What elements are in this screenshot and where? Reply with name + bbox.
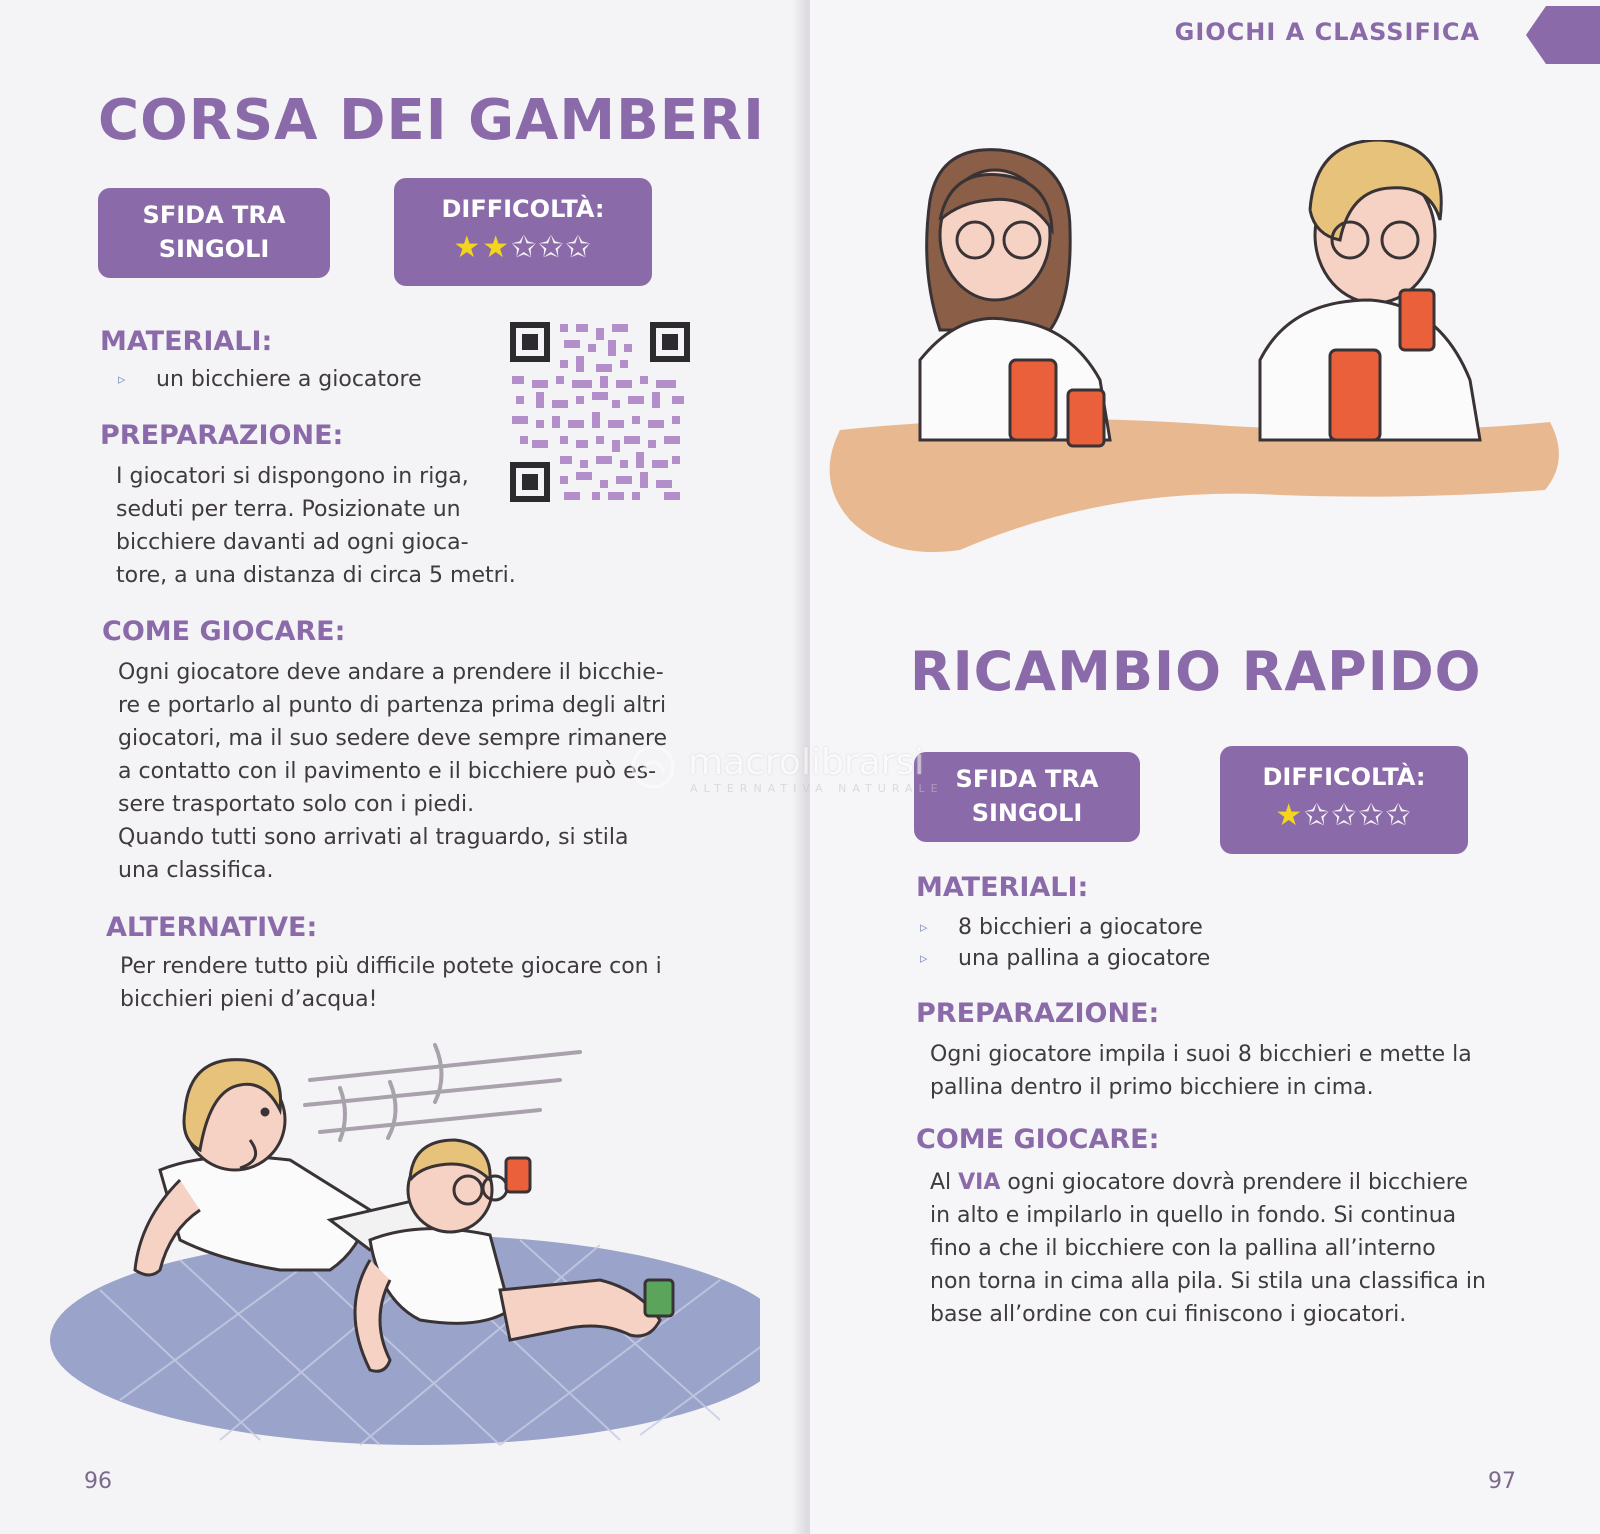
chip-line-2: SINGOLI — [971, 799, 1083, 827]
alternatives-line: Per rendere tutto più difficile potete giocare con i — [120, 954, 662, 979]
star-empty-icon: ✩ — [1331, 798, 1359, 833]
materials-heading: MATERIALI: — [916, 872, 1089, 903]
lifted-cup — [1400, 290, 1434, 350]
list-item-text: un bicchiere a giocatore — [156, 367, 422, 392]
preparation-line: I giocatori si dispongono in riga, — [116, 464, 469, 489]
difficulty-stars — [1220, 798, 1468, 833]
alternatives-text — [120, 950, 720, 1016]
page-number: 96 — [84, 1469, 112, 1494]
list-item — [910, 943, 1330, 974]
cup-in-hand — [506, 1158, 530, 1192]
qr-finder-top-right — [650, 322, 690, 362]
how-to-play-line: Quando tutti sono arrivati al traguardo, si stila — [118, 825, 629, 850]
page-number: 97 — [1488, 1469, 1516, 1494]
watermark — [620, 742, 1000, 802]
bullet-triangle-icon: ▹ — [920, 918, 928, 936]
star-empty-icon: ✩ — [538, 230, 566, 265]
star-filled-icon: ★ — [453, 230, 483, 265]
watermark-tagline: ALTERNATIVA NATURALE — [690, 782, 944, 795]
difficulty-chip — [1220, 746, 1468, 854]
how-to-play-heading: COME GIOCARE: — [916, 1124, 1160, 1155]
alternatives-heading: ALTERNATIVE: — [106, 912, 318, 943]
chip-line-1: SFIDA TRA — [142, 201, 286, 229]
preparation-line: bicchiere davanti ad ogni gioca- — [116, 530, 469, 555]
single-cup — [1068, 390, 1104, 446]
star-empty-icon: ✩ — [511, 230, 539, 265]
how-to-play-heading: COME GIOCARE: — [102, 616, 346, 647]
cup-stack — [1330, 350, 1380, 440]
how-to-play-line: re e portarlo al punto di partenza prima degli altri — [118, 693, 667, 718]
materials-list — [910, 912, 1330, 974]
star-empty-icon: ✩ — [1304, 798, 1332, 833]
challenge-chip — [98, 188, 330, 278]
bullet-triangle-icon: ▹ — [118, 370, 126, 388]
difficulty-label: DIFFICOLTÀ: — [1262, 763, 1426, 791]
how-to-play-line: una classifica. — [118, 858, 274, 883]
watermark-logo-icon — [630, 744, 676, 790]
crab-race-illustration — [40, 1040, 760, 1470]
cup-on-feet — [645, 1280, 673, 1316]
qr-finder-top-left — [510, 322, 550, 362]
difficulty-label: DIFFICOLTÀ: — [441, 195, 605, 223]
how-to-play-line: in alto e impilarlo in quello in fondo. Si continua — [930, 1203, 1457, 1228]
difficulty-stars — [394, 230, 652, 265]
how-to-play-line: sere trasportato solo con i piedi. — [118, 792, 475, 817]
line-rest: ogni giocatore dovrà prendere il bicchiere — [1000, 1170, 1468, 1195]
materials-list — [108, 364, 468, 395]
section-tab-marker — [1526, 6, 1600, 64]
list-item — [910, 912, 1330, 943]
materials-heading: MATERIALI: — [100, 326, 273, 357]
preparation-heading: PREPARAZIONE: — [100, 420, 344, 451]
bullet-triangle-icon: ▹ — [920, 949, 928, 967]
preparation-text — [930, 1038, 1550, 1104]
list-item-text: una pallina a giocatore — [958, 946, 1211, 971]
how-to-play-line: non torna in cima alla pila. Si stila una classifica in — [930, 1269, 1486, 1294]
star-filled-icon: ★ — [1275, 798, 1305, 833]
alternatives-line: bicchieri pieni d’acqua! — [120, 987, 378, 1012]
star-empty-icon: ✩ — [1385, 798, 1413, 833]
girl-player — [920, 150, 1110, 446]
how-to-play-line: base all’ordine con cui finiscono i giocatori. — [930, 1302, 1407, 1327]
preparation-text — [116, 460, 536, 592]
preparation-line: tore, a una distanza di circa 5 metri. — [116, 563, 516, 588]
list-item — [108, 364, 468, 395]
speed-lines — [305, 1045, 580, 1140]
page-title: CORSA DEI GAMBERI — [98, 88, 765, 153]
difficulty-chip — [394, 178, 652, 286]
star-empty-icon: ✩ — [1358, 798, 1386, 833]
cup-stacking-illustration — [810, 140, 1600, 580]
how-to-play-text — [930, 1166, 1570, 1331]
watermark-brand: macrolibrarsi — [688, 742, 925, 783]
running-head: GIOCHI A CLASSIFICA — [1174, 18, 1480, 46]
cup-stack — [1010, 360, 1056, 440]
page-title: RICAMBIO RAPIDO — [910, 640, 1482, 703]
preparation-line: Ogni giocatore impila i suoi 8 bicchieri e mette la — [930, 1042, 1472, 1067]
chip-line-2: SINGOLI — [158, 235, 270, 263]
preparation-line: seduti per terra. Posizionate un — [116, 497, 461, 522]
how-to-play-line — [930, 1166, 1570, 1199]
how-to-play-line: fino a che il bicchiere con la pallina all’interno — [930, 1236, 1436, 1261]
via-keyword: VIA — [958, 1170, 1001, 1195]
list-item-text: 8 bicchieri a giocatore — [958, 915, 1203, 940]
how-to-play-line: giocatori, ma il suo sedere deve sempre rimanere — [118, 726, 668, 751]
line-prefix: Al — [930, 1170, 959, 1195]
preparation-line: pallina dentro il primo bicchiere in cima. — [930, 1075, 1374, 1100]
chip-line-1: SFIDA TRA — [955, 765, 1099, 793]
star-empty-icon: ✩ — [565, 230, 593, 265]
how-to-play-line: a contatto con il pavimento e il bicchiere può es- — [118, 759, 657, 784]
how-to-play-line: Ogni giocatore deve andare a prendere il bicchie- — [118, 660, 664, 685]
boy-player — [1260, 140, 1480, 440]
star-filled-icon: ★ — [482, 230, 512, 265]
preparation-heading: PREPARAZIONE: — [916, 998, 1160, 1029]
